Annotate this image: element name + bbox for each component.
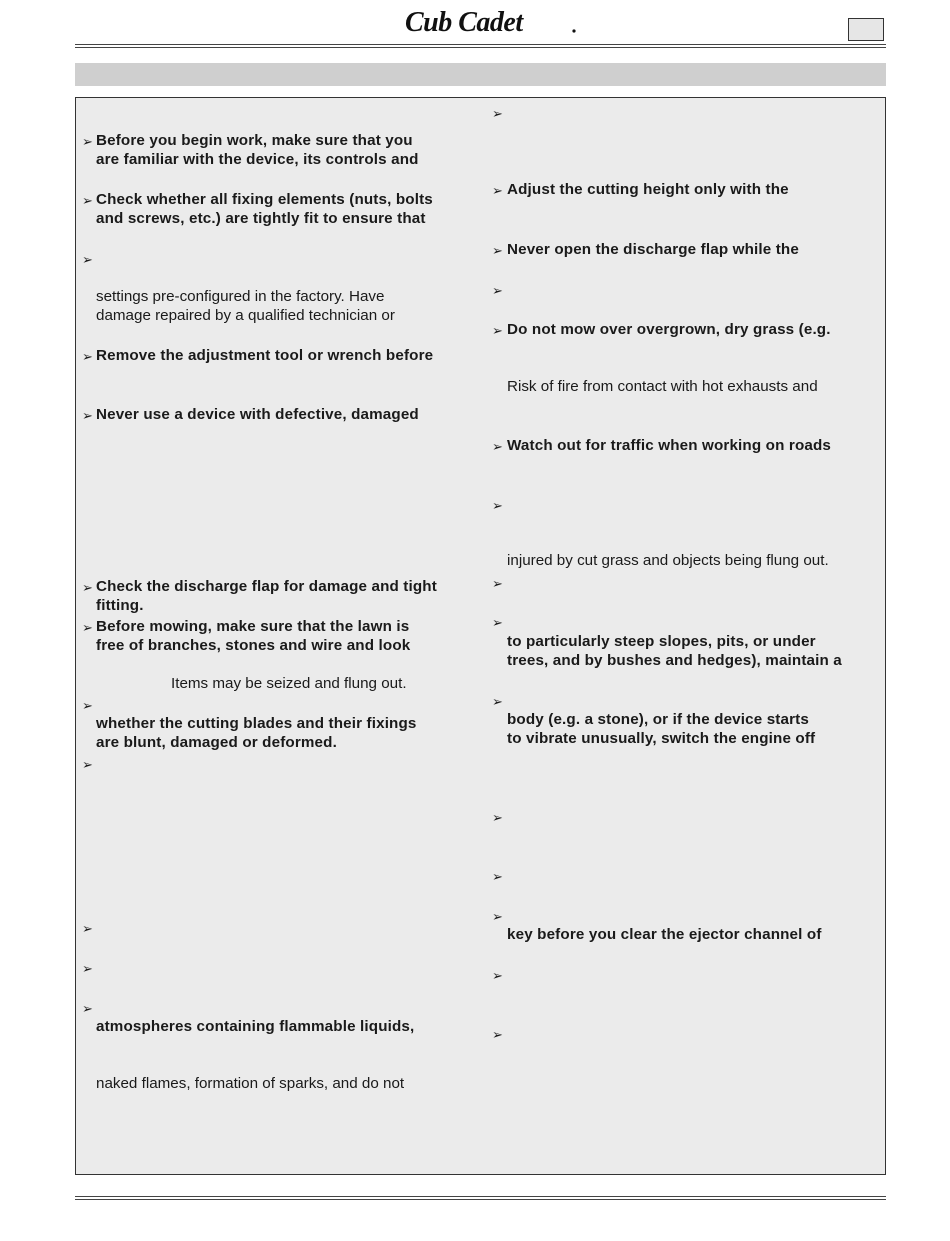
bullet-arrow-icon: ➢ bbox=[82, 620, 93, 635]
header-rule-top bbox=[75, 44, 886, 45]
bullet-arrow-icon: ➢ bbox=[492, 183, 503, 198]
text-line: Remove the adjustment tool or wrench before bbox=[96, 347, 434, 364]
bullet-arrow-icon: ➢ bbox=[492, 576, 503, 591]
text-line: Never use a device with defective, damaged bbox=[96, 406, 419, 423]
text-line: are blunt, damaged or deformed. bbox=[96, 734, 337, 751]
bullet-arrow-icon: ➢ bbox=[82, 349, 93, 364]
text-line: key before you clear the ejector channel of bbox=[507, 926, 822, 943]
text-line: and screws, etc.) are tightly fit to ensure that bbox=[96, 210, 426, 227]
bullet-arrow-icon: ➢ bbox=[492, 498, 503, 513]
logo-wordmark: Cub Cadet bbox=[405, 7, 523, 36]
text-line: Items may be seized and flung out. bbox=[171, 675, 407, 692]
text-line: Before mowing, make sure that the lawn is bbox=[96, 618, 410, 635]
bullet-arrow-icon: ➢ bbox=[492, 323, 503, 338]
bullet-arrow-icon: ➢ bbox=[82, 1001, 93, 1016]
bullet-arrow-icon: ➢ bbox=[492, 1027, 503, 1042]
logo-dot bbox=[572, 29, 575, 32]
text-line: Adjust the cutting height only with the bbox=[507, 181, 789, 198]
text-line: Watch out for traffic when working on roads bbox=[507, 437, 831, 454]
text-line: Check the discharge flap for damage and tight bbox=[96, 578, 437, 595]
text-line: are familiar with the device, its controls and bbox=[96, 151, 419, 168]
text-line: naked flames, formation of sparks, and do not bbox=[96, 1075, 405, 1092]
bullet-arrow-icon: ➢ bbox=[492, 283, 503, 298]
text-line: Do not mow over overgrown, dry grass (e.g. bbox=[507, 321, 831, 338]
bullet-arrow-icon: ➢ bbox=[492, 243, 503, 258]
bullet-arrow-icon: ➢ bbox=[492, 439, 503, 454]
bullet-arrow-icon: ➢ bbox=[82, 580, 93, 595]
cub-cadet-logo bbox=[405, 6, 577, 36]
text-line: trees, and by bushes and hedges), maintain a bbox=[507, 652, 842, 669]
text-line: free of branches, stones and wire and look bbox=[96, 637, 411, 654]
text-line: Before you begin work, make sure that you bbox=[96, 132, 413, 149]
bullet-arrow-icon: ➢ bbox=[492, 810, 503, 825]
bullet-arrow-icon: ➢ bbox=[82, 921, 93, 936]
bullet-arrow-icon: ➢ bbox=[82, 698, 93, 713]
page-number-box bbox=[848, 18, 884, 41]
text-line: to particularly steep slopes, pits, or under bbox=[507, 633, 816, 650]
footer-rule-top bbox=[75, 1196, 886, 1197]
text-line: Risk of fire from contact with hot exhausts and bbox=[507, 378, 818, 395]
bullet-arrow-icon: ➢ bbox=[82, 193, 93, 208]
bullet-arrow-icon: ➢ bbox=[492, 968, 503, 983]
text-line: to vibrate unusually, switch the engine off bbox=[507, 730, 816, 747]
header-rule-bottom bbox=[75, 47, 886, 48]
text-line: fitting. bbox=[96, 597, 144, 614]
text-line: Check whether all fixing elements (nuts, bolts bbox=[96, 191, 433, 208]
bullet-arrow-icon: ➢ bbox=[492, 909, 503, 924]
text-line: injured by cut grass and objects being flung out. bbox=[507, 552, 829, 569]
content-panel bbox=[75, 97, 886, 1175]
bullet-arrow-icon: ➢ bbox=[82, 134, 93, 149]
text-line: body (e.g. a stone), or if the device starts bbox=[507, 711, 809, 728]
text-line: whether the cutting blades and their fixings bbox=[96, 715, 417, 732]
footer-rule-bottom bbox=[75, 1199, 886, 1200]
text-line: Never open the discharge flap while the bbox=[507, 241, 799, 258]
section-title-bar bbox=[75, 63, 886, 86]
bullet-arrow-icon: ➢ bbox=[82, 961, 93, 976]
bullet-arrow-icon: ➢ bbox=[492, 106, 503, 121]
text-line: atmospheres containing flammable liquids, bbox=[96, 1018, 415, 1035]
bullet-arrow-icon: ➢ bbox=[82, 408, 93, 423]
text-line: settings pre-configured in the factory. Have bbox=[96, 288, 385, 305]
bullet-arrow-icon: ➢ bbox=[82, 252, 93, 267]
bullet-arrow-icon: ➢ bbox=[82, 757, 93, 772]
bullet-arrow-icon: ➢ bbox=[492, 694, 503, 709]
bullet-arrow-icon: ➢ bbox=[492, 615, 503, 630]
text-line: damage repaired by a qualified technician or bbox=[96, 307, 395, 324]
bullet-arrow-icon: ➢ bbox=[492, 869, 503, 884]
